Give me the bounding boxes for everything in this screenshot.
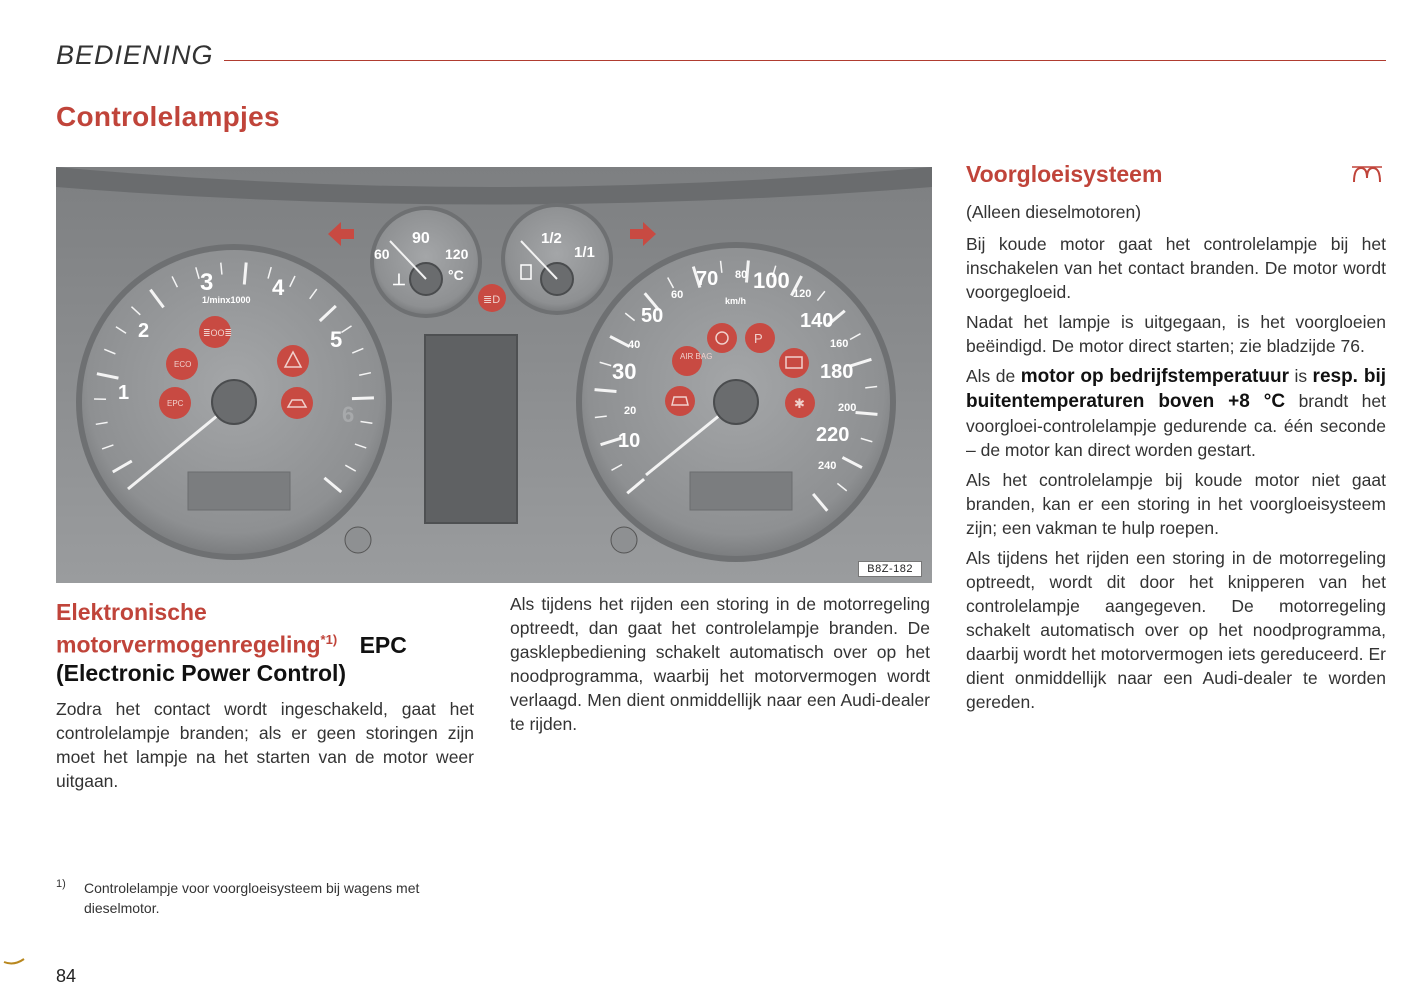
hazard-lamp — [277, 345, 309, 377]
speedometer — [576, 242, 896, 562]
speedo-label-50: 50 — [641, 305, 664, 327]
speedo-label-180: 180 — [820, 361, 854, 383]
preglow-subtitle: (Alleen dieselmotoren) — [966, 202, 1142, 222]
tacho-unit: 1/minx1000 — [202, 295, 251, 305]
temp-label-90: 90 — [412, 230, 430, 247]
tacho-tick — [244, 263, 246, 285]
preglow-p3-a: Als de — [966, 366, 1016, 386]
fuel-gauge — [501, 203, 613, 315]
speedo-label-140: 140 — [800, 310, 834, 332]
epc-heading-line3: (Electronic Power Control) — [56, 659, 347, 686]
eco-lamp-label: ECO — [174, 360, 192, 369]
preglow-heading: Voorgloeisysteem — [966, 161, 1163, 187]
figure-label: B8Z-182 — [858, 561, 922, 577]
oil-lamp-left — [345, 527, 371, 553]
oil-lamp-right — [611, 527, 637, 553]
battery-lamp — [779, 348, 809, 378]
epc-heading — [56, 598, 474, 687]
speedo-label-220: 220 — [816, 424, 850, 446]
speedo-label-160: 160 — [830, 338, 849, 350]
speedo-label-40: 40 — [628, 339, 641, 351]
engine-lamp — [665, 386, 695, 416]
epc-fault-section — [510, 592, 930, 736]
speedo-unit: km/h — [725, 296, 747, 306]
tacho-label-5: 5 — [330, 327, 343, 352]
epc-lamp-label: EPC — [167, 399, 184, 408]
tacho-label-6: 6 — [342, 402, 355, 427]
speedo-label-100: 100 — [753, 268, 790, 293]
airbag-lamp-label: AIR BAG — [680, 352, 713, 361]
fuel-label-half: 1/2 — [541, 230, 562, 247]
footnote — [56, 878, 476, 918]
parking-icon: P — [754, 331, 763, 346]
epc-heading-line1: Elektronische — [56, 599, 207, 625]
speedo-tick — [595, 390, 617, 392]
speedo-label-80: 80 — [735, 269, 748, 281]
speedo-hub — [714, 380, 758, 424]
speedo-label-240: 240 — [818, 460, 837, 472]
temp-label-60: 60 — [374, 246, 390, 262]
glow-plug-icon — [1350, 164, 1384, 186]
preglow-section — [966, 160, 1386, 720]
preglow-p1: Bij koude motor gaat het controlelampje bij het inschakelen van het contact branden. De motor wordt voorgegloeid. — [966, 234, 1386, 302]
tacho-label-3: 3 — [200, 269, 214, 296]
center-display — [425, 335, 517, 523]
seatbelt-icon: ✱ — [794, 396, 805, 411]
tacho-label-2: 2 — [138, 320, 150, 342]
tacho-label-4: 4 — [272, 275, 285, 300]
airbag-lamp — [672, 346, 702, 376]
temp-label-120: 120 — [445, 246, 469, 262]
preglow-p4: Als het controlelampje bij koude motor niet gaat branden, kan er een storing in het voorgloeisysteem zijn; een vakman te hulp roepen. — [966, 470, 1386, 538]
temperature-gauge — [370, 206, 482, 318]
epc-fault-body: Als tijdens het rijden een storing in de motorregeling optreedt, dan gaat het controlelampje branden. De gasklepbediening schakelt automatisch over op het noodprogramma, waarbij het motorvermogen wordt verlaagd. Men dient onmiddellijk naar een Audi-dealer te rijden. — [510, 594, 930, 734]
headlight-icon: ≣D — [483, 294, 501, 306]
coolant-icon: ⊥ — [392, 272, 406, 289]
preglow-p3-bold2: resp. bij buitentemperaturen boven +8 °C — [966, 366, 1386, 412]
fuel-label-full: 1/1 — [574, 244, 595, 261]
scan-mark — [2, 956, 26, 966]
preheat-lamp-symbol: ≣OO≣ — [203, 328, 233, 338]
instrument-cluster-illustration — [56, 167, 932, 583]
preglow-p3-bold1: motor op bedrijfstemperatuur — [1020, 366, 1289, 387]
epc-heading-line2 — [56, 626, 474, 659]
brake-lamp — [707, 323, 737, 353]
preglow-p3 — [966, 364, 1386, 462]
epc-section — [56, 598, 474, 793]
footnote-marker: 1) — [56, 878, 66, 890]
speedo-lcd — [690, 472, 792, 510]
preglow-p2: Nadat het lampje is uitgegaan, is het voorgloeien beëindigd. De motor direct starten; zie bladzijde 76. — [966, 312, 1386, 356]
preglow-p3-d: brandt het voorgloei-controlelampje gedurende ca. één seconde – de motor kan direct worden gestart. — [966, 391, 1386, 460]
instrument-cluster-figure — [56, 167, 932, 583]
lamp-car-icon — [281, 387, 313, 419]
section-label: BEDIENING — [56, 40, 214, 70]
preglow-heading-row — [966, 160, 1386, 196]
tacho-tick — [352, 398, 374, 399]
epc-footnote-ref: *1) — [320, 632, 338, 647]
speedo-label-20: 20 — [624, 405, 637, 417]
epc-abbrev: EPC — [359, 631, 407, 658]
header-rule — [224, 60, 1386, 61]
footnote-text: Controlelampje voor voorgloeisysteem bij wagens met dieselmotor. — [84, 880, 420, 916]
speedo-label-30: 30 — [612, 359, 637, 384]
section-header — [56, 40, 1386, 74]
epc-heading-term: motorvermogenregeling — [56, 631, 321, 658]
speedo-label-120: 120 — [793, 288, 812, 300]
tacho-hub — [212, 380, 256, 424]
tacho-label-1: 1 — [118, 382, 130, 404]
speedo-label-60: 60 — [671, 289, 684, 301]
epc-body: Zodra het contact wordt ingeschakeld, gaat het controlelampje branden; als er geen storingen zijn moet het lampje na het starten van de motor weer uitgaan. — [56, 698, 474, 791]
tacho-lcd — [188, 472, 290, 510]
speedo-label-200: 200 — [838, 402, 857, 414]
page-number: 84 — [56, 966, 77, 986]
temp-unit: °C — [448, 267, 464, 283]
speedo-label-70: 70 — [696, 268, 719, 290]
preglow-p3-c: is — [1294, 366, 1308, 386]
page-title: Controlelampjes — [56, 101, 280, 132]
preglow-p5: Als tijdens het rijden een storing in de motorregeling optreedt, wordt dit door het knipperen van het controlelampje aangegeven. De motorregeling schakelt automatisch over op het noodprogramma, daarbij wordt het motorvermogen iets gereduceerd. Er dient onmiddellijk naar een Audi-dealer te worden gereden. — [966, 548, 1386, 712]
speedo-tick — [856, 412, 878, 414]
speedo-label-10: 10 — [618, 430, 641, 452]
